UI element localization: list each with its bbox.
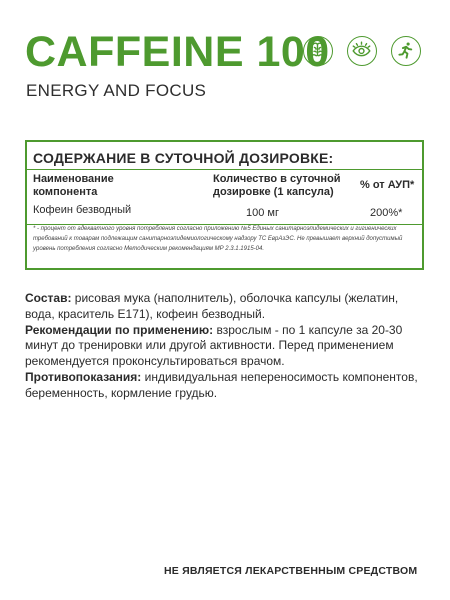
running-person-icon <box>391 36 421 66</box>
column-header-amount: Количество в суточной дозировке (1 капсула) <box>213 173 341 198</box>
brain-icon <box>303 36 333 66</box>
table-footnote: * - процент от адекватного уровня потребления согласно приложению №5 Единых санитарноэпидемических и гигиенических требований к товарам подлежащим санитарноэпидемиологическому надзору ТС ЕврАзЭС. Не превышает верхний допустимый уровень потребления согласно Методическим рекомендациям МР 2.3.1.1915-04. <box>33 226 403 252</box>
row-component-percent: 200%* <box>370 207 403 219</box>
product-subtitle: ENERGY AND FOCUS <box>26 81 207 100</box>
contraindications-text: индивидуальная непереносимость компонентов, беременность, кормление грудью. <box>25 369 418 400</box>
contraindications-label: Противопоказания: <box>25 369 142 384</box>
table-divider <box>27 169 422 170</box>
composition-label: Состав: <box>25 291 72 305</box>
row-component-amount: 100 мг <box>246 207 279 219</box>
nutrition-table <box>25 140 424 270</box>
recommendations-label: Рекомендации по применению: <box>25 322 214 337</box>
contraindications-paragraph <box>25 370 427 402</box>
eye-icon <box>347 36 377 66</box>
table-heading: СОДЕРЖАНИЕ В СУТОЧНОЙ ДОЗИРОВКЕ: <box>33 150 334 166</box>
composition-text: рисовая мука (наполнитель), оболочка капсулы (желатин, вода, краситель Е171), кофеин безводный. <box>25 291 399 321</box>
recommendations-paragraph <box>25 323 427 370</box>
column-header-percent: % от АУП* <box>360 179 415 191</box>
benefit-icons <box>303 34 423 74</box>
product-title: CAFFEINE 100 <box>25 28 330 76</box>
recommendations-text: взрослым - по 1 капсуле за 20-30 минут до тренировки или другой активности. Перед применением рекомендуется проконсультироваться врачом. <box>25 322 403 369</box>
product-description <box>25 291 427 402</box>
composition-paragraph <box>25 291 427 323</box>
product-header <box>25 30 425 110</box>
column-header-component: Наименование компонента <box>33 173 114 198</box>
disclaimer: НЕ ЯВЛЯЕТСЯ ЛЕКАРСТВЕННЫМ СРЕДСТВОМ <box>164 565 418 577</box>
row-component-name: Кофеин безводный <box>33 204 132 216</box>
